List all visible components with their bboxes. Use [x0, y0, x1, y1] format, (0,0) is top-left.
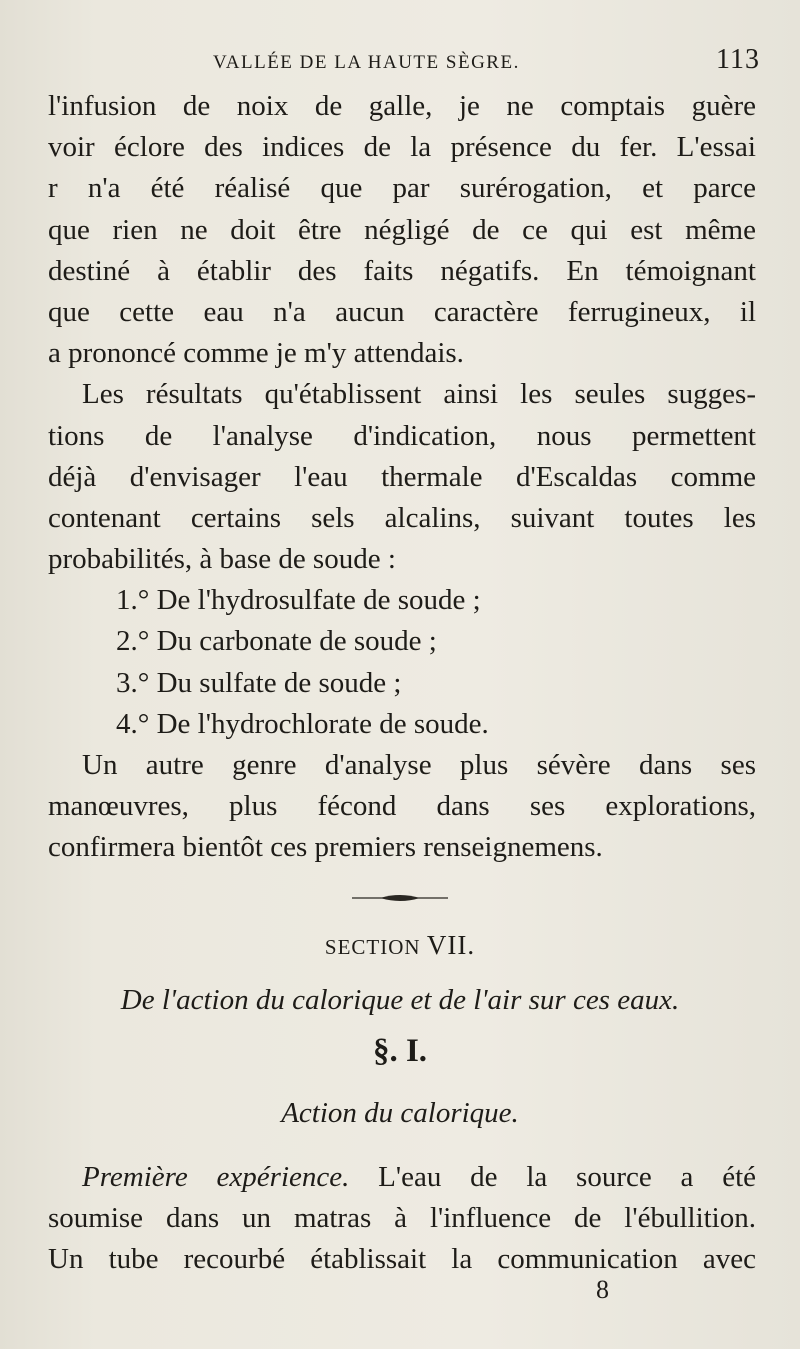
- text-line: [48, 1157, 756, 1198]
- text-line: contenant certains sels alcalins, suivant toutes les: [48, 501, 756, 534]
- experiment-text: [48, 1157, 756, 1281]
- text-line: r n'a été réalisé que par surérogation, et parce: [48, 172, 756, 205]
- main-text: [48, 86, 756, 869]
- decorative-rule: [350, 893, 450, 903]
- text-line: déjà d'envisager l'eau thermale d'Escaldas comme: [48, 460, 756, 493]
- text-line: Les résultats qu'établissent ainsi les seules sugges-: [82, 378, 756, 411]
- running-title: VALLÉE DE LA HAUTE SÈGRE.: [213, 52, 520, 73]
- experiment-lead: Première expérience.: [82, 1161, 350, 1193]
- text-line: destiné à établir des faits négatifs. En témoignant: [48, 254, 756, 287]
- signature-mark: 8: [596, 1275, 609, 1304]
- list-item: 1.° De l'hydrosulfate de soude ;: [116, 584, 481, 617]
- experiment-line-rest: L'eau de la source a été: [378, 1161, 756, 1193]
- text-line: Un tube recourbé établissait la communication avec: [48, 1243, 756, 1276]
- text-line: probabilités, à base de soude :: [48, 543, 396, 576]
- text-line: Un autre genre d'analyse plus sévère dans ses: [82, 749, 756, 781]
- list-item: 4.° De l'hydrochlorate de soude.: [116, 707, 489, 740]
- text-line: que cette eau n'a aucun caractère ferrugineux, il: [48, 295, 756, 328]
- text-line: soumise dans un matras à l'influence de l'ébullition.: [48, 1202, 756, 1235]
- page-header: [48, 44, 760, 84]
- text-line: confirmera bientôt ces premiers renseignemens.: [48, 831, 603, 864]
- text-line: manœuvres, plus fécond dans ses explorations,: [48, 790, 756, 823]
- section-number: VII.: [426, 930, 476, 960]
- text-line: tions de l'analyse d'indication, nous permettent: [48, 419, 756, 452]
- section-label: [0, 930, 800, 961]
- paragraph-heading: §. I.: [372, 1033, 428, 1069]
- section-title: De l'action du calorique et de l'air sur ces eaux.: [120, 984, 680, 1016]
- text-line: que rien ne doit être négligé de ce qui est même: [48, 213, 756, 246]
- text-line: a prononcé comme je m'y attendais.: [48, 337, 464, 370]
- list-item: 2.° Du carbonate de soude ;: [116, 625, 437, 658]
- text-line: l'infusion de noix de galle, je ne comptais guère: [48, 90, 756, 122]
- text-line: voir éclore des indices de la présence du fer. L'essai: [48, 131, 756, 164]
- subsection-title: Action du calorique.: [281, 1097, 519, 1129]
- section-word: SECTION: [324, 935, 421, 959]
- list-item: 3.° Du sulfate de soude ;: [116, 666, 402, 699]
- page-number: 113: [716, 44, 760, 75]
